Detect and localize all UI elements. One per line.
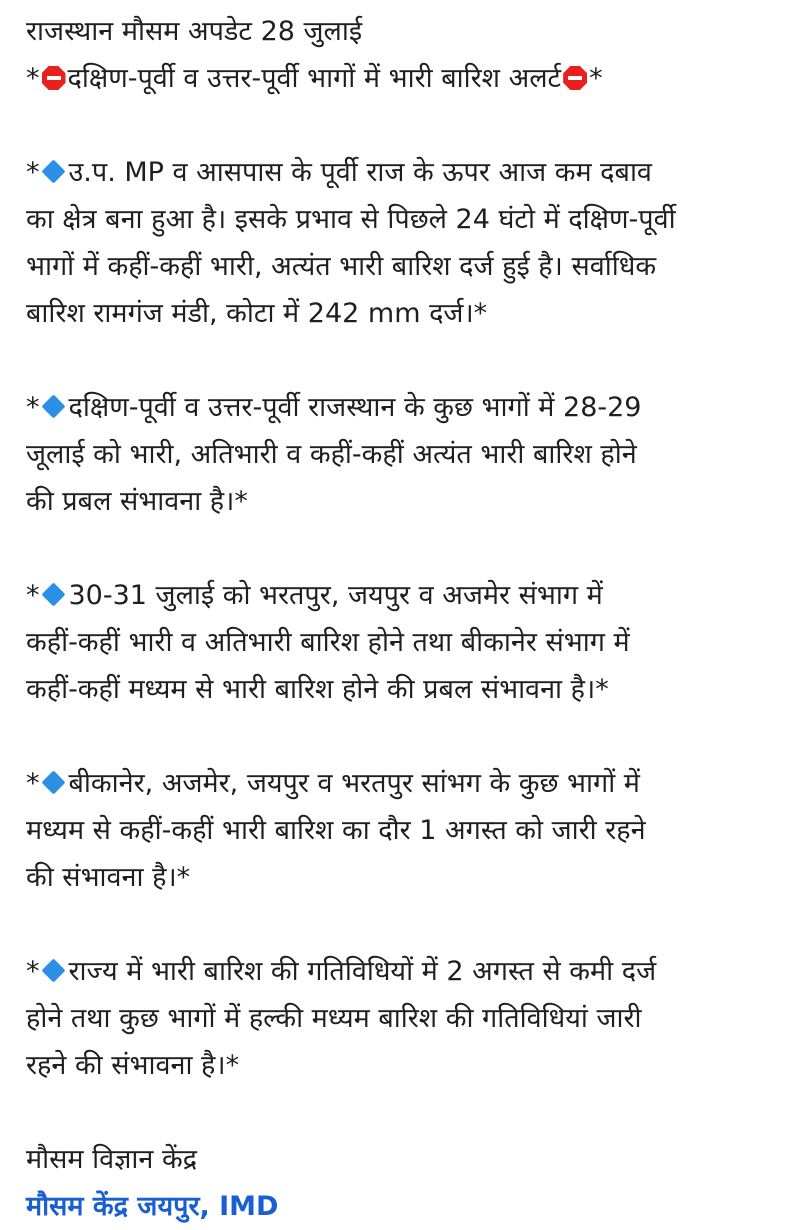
paragraph-forecast-aug-1 <box>26 760 788 901</box>
bullet-prefix: * <box>26 580 40 611</box>
stop-sign-icon <box>42 66 66 90</box>
paragraph-forecast-aug-2 <box>26 948 788 1089</box>
signature-organization: मौसम केंद्र जयपुर, IMD <box>26 1191 279 1222</box>
paragraph-line <box>26 948 788 995</box>
paragraph-line: जूलाई को भारी, अतिभारी व कहीं-कहीं अत्यंत भारी बारिश होने <box>26 439 637 470</box>
alert-suffix: * <box>589 63 603 94</box>
bullet-prefix: * <box>26 157 40 188</box>
paragraph-text: दक्षिण-पूर्वी व उत्तर-पूर्वी राजस्थान के कुछ भागों में 28-29 <box>68 392 642 423</box>
paragraph-line <box>26 149 788 196</box>
bullet-prefix: * <box>26 768 40 799</box>
paragraph-line: होने तथा कुछ भागों में हल्की मध्यम बारिश की गतिविधियां जारी <box>26 1003 642 1034</box>
signature-department: मौसम विज्ञान केंद्र <box>26 1144 198 1175</box>
paragraph-line: की प्रबल संभावना है।* <box>26 486 248 517</box>
paragraph-forecast-30-31 <box>26 572 788 713</box>
blue-diamond-icon <box>41 958 65 982</box>
paragraph-line: की संभावना है।* <box>26 862 191 893</box>
alert-text: दक्षिण-पूर्वी व उत्तर-पूर्वी भागों में भारी बारिश अलर्ट <box>67 63 562 94</box>
alert-prefix: * <box>26 63 40 94</box>
paragraph-line: कहीं-कहीं मध्यम से भारी बारिश होने की प्रबल संभावना है।* <box>26 674 609 705</box>
post-title: राजस्थान मौसम अपडेट 28 जुलाई <box>26 16 363 47</box>
spacer <box>26 1089 788 1136</box>
paragraph-line <box>26 384 788 431</box>
bullet-prefix: * <box>26 956 40 987</box>
spacer <box>26 713 788 760</box>
paragraph-line: कहीं-कहीं भारी व अतिभारी बारिश होने तथा बीकानेर संभाग में <box>26 627 630 658</box>
bullet-prefix: * <box>26 392 40 423</box>
paragraph-text: बीकानेर, अजमेर, जयपुर व भरतपुर सांभग के कुछ भागों में <box>68 768 640 799</box>
alert-line <box>26 55 788 102</box>
paragraph-text: 30-31 जुलाई को भरतपुर, जयपुर व अजमेर संभाग में <box>68 580 603 611</box>
blue-diamond-icon <box>41 394 65 418</box>
blue-diamond-icon <box>41 582 65 606</box>
spacer <box>26 337 788 384</box>
stop-sign-icon <box>563 66 587 90</box>
paragraph-line: मध्यम से कहीं-कहीं भारी बारिश का दौर 1 अगस्त को जारी रहने <box>26 815 646 846</box>
paragraph-line: भागों में कहीं-कहीं भारी, अत्यंत भारी बारिश दर्ज हुई है। सर्वाधिक <box>26 251 657 282</box>
paragraph-low-pressure <box>26 149 788 337</box>
blue-diamond-icon <box>41 159 65 183</box>
paragraph-line: बारिश रामगंज मंडी, कोटा में 242 mm दर्ज।* <box>26 298 488 329</box>
paragraph-line <box>26 572 788 619</box>
paragraph-line: का क्षेत्र बना हुआ है। इसके प्रभाव से पिछले 24 घंटो में दक्षिण-पूर्वी <box>26 204 676 235</box>
spacer <box>26 901 788 948</box>
spacer <box>26 525 788 572</box>
paragraph-text: उ.प. MP व आसपास के पूर्वी राज के ऊपर आज कम दबाव <box>68 157 652 188</box>
paragraph-line <box>26 760 788 807</box>
spacer <box>26 102 788 149</box>
paragraph-forecast-28-29 <box>26 384 788 525</box>
paragraph-text: राज्य में भारी बारिश की गतिविधियों में 2 अगस्त से कमी दर्ज <box>68 956 657 987</box>
blue-diamond-icon <box>41 770 65 794</box>
paragraph-line: रहने की संभावना है।* <box>26 1050 240 1081</box>
